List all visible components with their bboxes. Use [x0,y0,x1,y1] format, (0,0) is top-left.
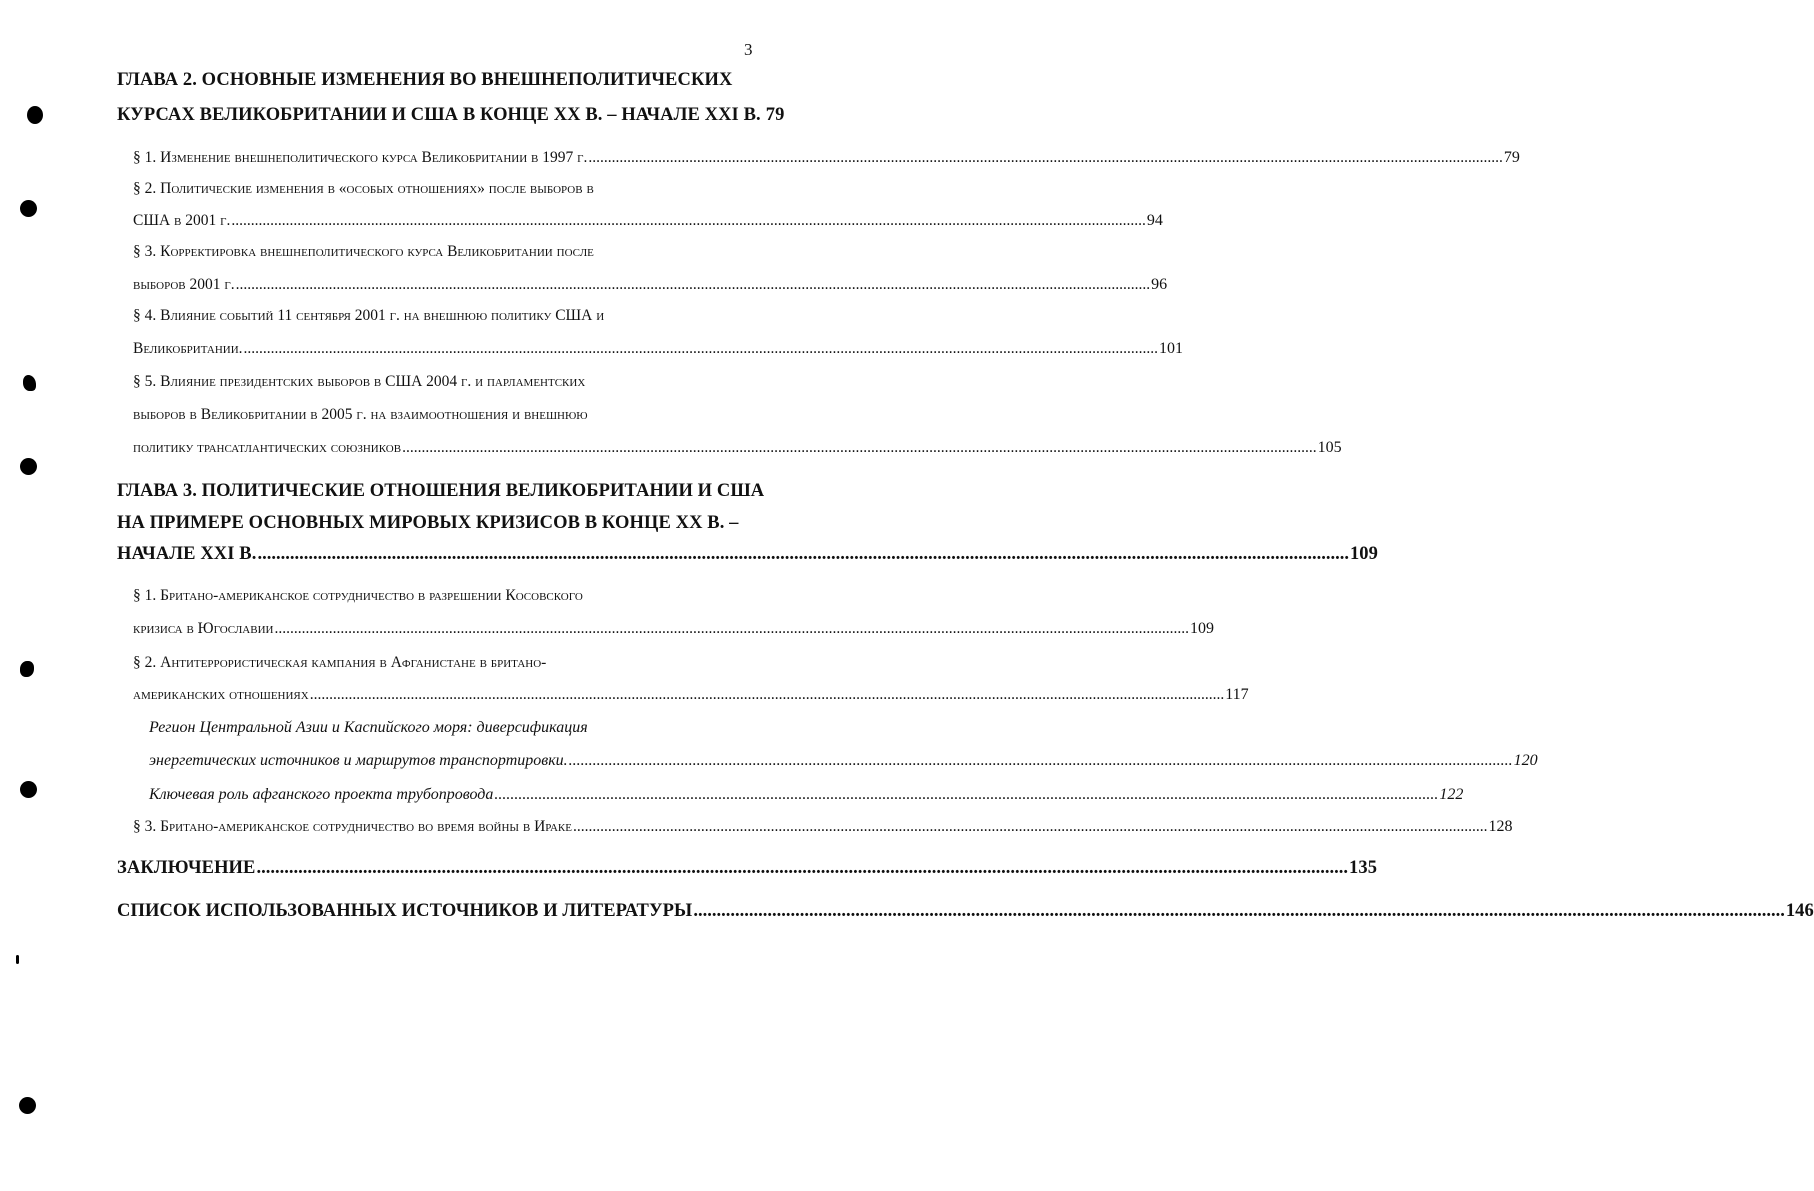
toc-entry-text: выборов в Великобритании в 2005 г. на взаимоотношения и внешнюю [133,406,588,423]
toc-entry-text: § 3. Корректировка внешнеполитического курса Великобритании после [133,243,594,260]
toc-entry-text: § 1. Британо-американское сотрудничество в разрешении Косовского [133,587,583,604]
toc-entry-text: НАЧАЛЕ XXI В. [117,544,257,564]
toc-page-number: 79 [1503,149,1520,166]
toc-subsection-central-asia[interactable] [149,719,757,737]
toc-page-number: 101 [1159,340,1184,357]
toc-entry-text: кризиса в Югославии [133,620,274,637]
toc-entry-text: Великобритании. [133,340,243,357]
toc-entry-text: американских отношениях [133,686,309,703]
toc-section-2-5-cont[interactable] [133,406,757,424]
toc-entry-text: § 5. Влияние президентских выборов в США 2004 г. и парламентских [133,373,586,390]
toc-section-2-3-cont[interactable] [133,276,1168,294]
toc-entry-text: СПИСОК ИСПОЛЬЗОВАННЫХ ИСТОЧНИКОВ И ЛИТЕРАТУРЫ [117,901,693,921]
toc-chapter-2-heading-cont[interactable] [117,105,785,126]
page-number: 3 [744,40,753,59]
toc-leader-dots [257,858,1349,879]
toc-page-number: 146 [1785,901,1814,921]
binder-hole [20,661,34,677]
toc-leader-dots [274,620,1189,638]
binder-hole [20,458,37,475]
binder-hole [20,781,37,798]
toc-leader-dots [236,276,1151,294]
toc-page-number: 109 [1189,620,1214,637]
toc-section-3-2-cont[interactable] [133,686,1249,704]
toc-sources-and-literature[interactable] [117,901,1814,922]
toc-chapter-2-heading[interactable] [117,70,757,91]
toc-section-2-5[interactable] [133,373,757,391]
toc-leader-dots [693,901,1785,922]
toc-leader-dots [402,439,1317,457]
toc-section-2-1[interactable] [133,149,1520,167]
toc-section-3-1[interactable] [133,587,757,605]
toc-entry-text: КУРСАХ ВЕЛИКОБРИТАНИИ И США В КОНЦЕ XX В. – НАЧАЛЕ XXI В. [117,105,761,125]
binder-hole [23,375,36,391]
toc-entry-text: Ключевая роль афганского проекта трубопровода [149,786,494,803]
toc-section-3-3[interactable] [133,818,1513,836]
toc-page-number: 105 [1317,439,1342,456]
binder-hole [20,200,37,217]
toc-chapter-3-heading-cont[interactable] [117,544,1378,565]
toc-page-number: 120 [1513,752,1538,769]
toc-leader-dots [310,686,1225,704]
toc-leader-dots [588,149,1503,167]
toc-entry-text: политику трансатлантических союзников [133,439,402,456]
toc-entry-text: § 2. Антитеррористическая кампания в Афганистане в британо- [133,654,547,671]
toc-entry-text: ГЛАВА 3. ПОЛИТИЧЕСКИЕ ОТНОШЕНИЯ ВЕЛИКОБРИТАНИИ И США [117,481,765,501]
toc-entry-text: § 3. Британо-американское сотрудничество во время войны в Ираке [133,818,572,835]
toc-entry-text: выборов 2001 г. [133,276,235,293]
binder-hole [27,106,43,124]
toc-page-number: 117 [1225,686,1249,703]
toc-section-2-4-cont[interactable] [133,340,1184,358]
toc-subsection-pipeline[interactable] [149,786,1464,804]
toc-subsection-central-asia-cont[interactable] [149,752,1538,770]
toc-entry-text: § 1. Изменение внешнеполитического курса Великобритании в 1997 г. [133,149,588,166]
toc-page-number: 96 [1151,276,1168,293]
toc-conclusion[interactable] [117,858,1378,879]
binder-hole [19,1097,36,1114]
toc-leader-dots [244,340,1159,358]
toc-section-2-5-cont[interactable] [133,439,1342,457]
toc-section-2-4[interactable] [133,307,757,325]
toc-chapter-3-heading-cont[interactable] [117,513,757,534]
toc-leader-dots [231,212,1146,230]
toc-section-3-1-cont[interactable] [133,620,1214,638]
toc-entry-text: § 4. Влияние событий 11 сентября 2001 г. на внешнюю политику США и [133,307,605,324]
toc-leader-dots [257,544,1349,565]
toc-entry-text: США в 2001 г. [133,212,231,229]
toc-page-number: 128 [1488,818,1513,835]
toc-entry-text: § 2. Политические изменения в «особых отношениях» после выборов в [133,180,594,197]
toc-chapter-3-heading[interactable] [117,481,765,502]
toc-entry-text: НА ПРИМЕРЕ ОСНОВНЫХ МИРОВЫХ КРИЗИСОВ В КОНЦЕ XX В. – [117,513,739,533]
toc-page-number: 135 [1349,858,1378,878]
toc-page-number: 109 [1349,544,1378,564]
binder-hole [16,955,19,964]
toc-page-number: 94 [1146,212,1163,229]
toc-section-2-2[interactable] [133,180,757,198]
toc-entry-text: Регион Центральной Азии и Каспийского моря: диверсификация [149,719,588,736]
toc-entry-text: ГЛАВА 2. ОСНОВНЫЕ ИЗМЕНЕНИЯ ВО ВНЕШНЕПОЛИТИЧЕСКИХ [117,70,733,90]
toc-entry-text: энергетических источников и маршрутов транспортировки. [149,752,568,769]
toc-section-2-2-cont[interactable] [133,212,1163,230]
toc-entry-text: ЗАКЛЮЧЕНИЕ [117,858,256,878]
toc-leader-dots [494,786,1438,804]
toc-page-number: 122 [1439,786,1464,803]
toc-leader-dots [573,818,1488,836]
toc-page-number: 79 [765,105,785,125]
toc-section-2-3[interactable] [133,243,757,261]
toc-section-3-2[interactable] [133,654,757,672]
toc-leader-dots [569,752,1513,770]
